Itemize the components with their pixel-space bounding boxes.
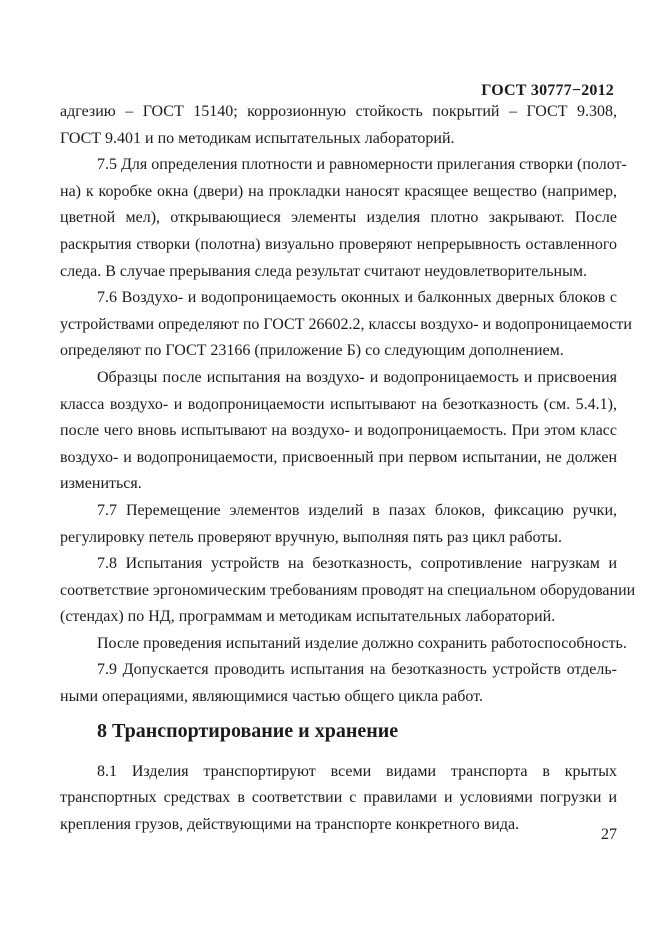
text-line: определяют по ГОСТ 23166 (приложение Б) со следующим дополнением.	[60, 342, 564, 360]
text-line: ГОСТ 9.401 и по методикам испытательных лабораторий.	[60, 129, 455, 147]
text-line: 7.9 Допускается проводить испытания на безотказность устройств отдель-	[97, 661, 617, 679]
text-line: устройствами определяют по ГОСТ 26602.2, классы воздухо- и водопроницаемости	[60, 315, 632, 333]
text-line: транспортных средствах в соответствии с правилами и условиями погрузки и	[60, 789, 617, 807]
text-line: После проведения испытаний изделие должно сохранить работоспособность.	[97, 634, 627, 652]
paragraph	[60, 551, 636, 631]
running-header: ГОСТ 30777−2012	[481, 82, 614, 99]
text-line: цветной мел), открывающиеся элементы изделия плотно закрывают. После	[60, 209, 617, 227]
text-line: крепления грузов, действующими на транспорте конкретного вида.	[60, 815, 520, 833]
text-line: 7.8 Испытания устройств на безотказность, сопротивление нагрузкам и	[97, 555, 617, 573]
paragraph	[60, 631, 627, 658]
paragraph	[60, 365, 617, 498]
text-line: раскрытия створки (полотна) визуально проверяют непрерывность оставленного	[60, 235, 617, 253]
text-line: следа. В случае прерывания следа результат считают неудовлетворительным.	[60, 262, 587, 280]
text-line: соответствие эргономическим требованиям проводят на специальном оборудовании	[60, 581, 636, 599]
text-line: 7.6 Воздухо- и водопроницаемость оконных и балконных дверных блоков с	[97, 289, 617, 307]
text-line: на) к коробке окна (двери) на прокладки наносят красящее вещество (например,	[60, 182, 617, 200]
page-number: 27	[601, 826, 617, 843]
section-heading: 8 Транспортирование и хранение	[97, 719, 399, 742]
text-line: ными операциями, являющимися частью общего цикла работ.	[60, 688, 483, 706]
document-body	[60, 99, 636, 838]
text-line: после чего вновь испытывают на воздухо- и водопроницаемость. При этом класс	[60, 422, 617, 440]
text-line: 7.5 Для определения плотности и равномерности прилегания створки (полот-	[97, 156, 627, 174]
text-line: 7.7 Перемещение элементов изделий в пазах блоков, фиксацию ручки,	[97, 501, 617, 519]
text-line: регулировку петель проверяют вручную, выполняя пять раз цикл работы.	[60, 528, 562, 546]
text-line: воздухо- и водопроницаемости, присвоенный при первом испытании, не должен	[60, 448, 617, 466]
paragraph	[60, 99, 617, 152]
paragraph	[60, 498, 617, 551]
text-line: Образцы после испытания на воздухо- и водопроницаемость и присвоения	[97, 368, 617, 386]
text-line: (стендах) по НД, программам и методикам испытательных лабораторий.	[60, 608, 556, 626]
text-line: измениться.	[60, 475, 142, 493]
paragraph	[60, 657, 617, 710]
text-line: адгезию – ГОСТ 15140; коррозионную стойкость покрытий – ГОСТ 9.308,	[60, 103, 617, 120]
text-line: класса воздухо- и водопроницаемости испытывают на безотказность (см. 5.4.1),	[60, 395, 617, 413]
paragraph	[60, 285, 632, 365]
text-line: 8.1 Изделия транспортируют всеми видами транспорта в крытых	[97, 762, 617, 780]
paragraph	[60, 152, 627, 285]
